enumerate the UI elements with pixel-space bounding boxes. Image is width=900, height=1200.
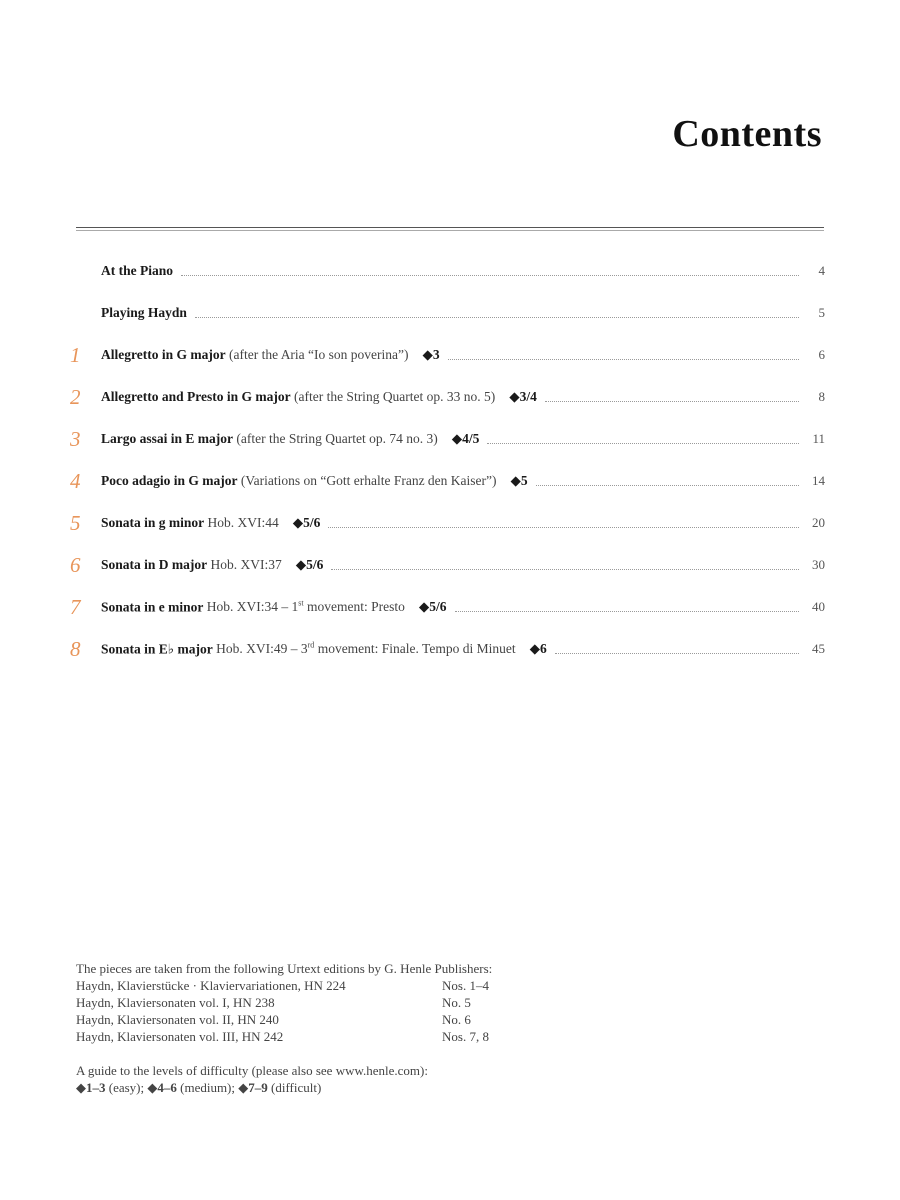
page-number: 11: [812, 431, 825, 446]
toc-number: 4: [70, 468, 81, 493]
title-divider: [76, 227, 824, 231]
difficulty-level: ◆5/6: [418, 599, 447, 615]
page-number: 5: [818, 305, 825, 320]
toc-title: Allegretto in G major: [101, 347, 226, 362]
leader-dots: [455, 611, 800, 612]
leader-dots: [545, 401, 799, 402]
toc-number: 8: [70, 636, 81, 661]
toc-title: Sonata in e minor: [101, 599, 204, 615]
toc-title: At the Piano: [101, 263, 173, 278]
level-label: (easy);: [105, 1080, 148, 1095]
difficulty-legend: [76, 1079, 492, 1096]
difficulty-level: ◆5/6: [295, 557, 324, 572]
page-title: Contents: [672, 113, 822, 155]
toc-title: Poco adagio in G major: [101, 473, 238, 488]
edition-row: [76, 977, 492, 994]
toc-entry[interactable]: [70, 334, 825, 376]
toc-note: (after the String Quartet op. 33 no. 5): [293, 389, 496, 404]
toc-title: Sonata in g minor: [101, 515, 205, 530]
leader-dots: [331, 569, 799, 570]
edition-title: Haydn, Klaviersonaten vol. I, HN 238: [76, 995, 275, 1010]
toc-note: (after the String Quartet op. 74 no. 3): [236, 431, 438, 446]
toc-entry[interactable]: [70, 544, 825, 586]
toc-number: 2: [70, 384, 81, 409]
edition-title: Haydn, Klaviersonaten vol. III, HN 242: [76, 1029, 284, 1044]
page-number: 4: [818, 263, 825, 278]
difficulty-level: ◆5: [510, 473, 528, 488]
leader-dots: [536, 485, 799, 486]
toc-entry[interactable]: [70, 292, 825, 334]
edition-numbers: Nos. 7, 8: [442, 1029, 489, 1044]
toc-title: Allegretto and Presto in G major: [101, 389, 291, 404]
page-number: 14: [812, 473, 825, 488]
toc-number: 1: [70, 342, 81, 367]
difficulty-level: ◆5/6: [292, 515, 321, 530]
toc-number: 6: [70, 552, 81, 577]
toc-entry[interactable]: [70, 460, 825, 502]
difficulty-level: ◆3: [422, 347, 440, 362]
page-number: 8: [818, 389, 825, 404]
toc-title: Sonata in E♭ major: [101, 641, 213, 657]
ordinal-suffix: st: [298, 598, 304, 608]
edition-title: Haydn, Klavierstücke · Klaviervariationen, HN 224: [76, 978, 346, 993]
level-label: (difficult): [267, 1080, 322, 1095]
toc-entry[interactable]: [70, 502, 825, 544]
table-of-contents: [70, 250, 825, 670]
toc-number: 3: [70, 426, 81, 451]
toc-note: Hob. XVI:34 – 1: [206, 599, 299, 615]
toc-entry[interactable]: [70, 376, 825, 418]
toc-title: Largo assai in E major: [101, 431, 234, 446]
difficulty-level: ◆4/5: [451, 431, 480, 446]
page-number: 45: [812, 641, 825, 656]
toc-note: Hob. XVI:37: [210, 557, 282, 572]
toc-note: Hob. XVI:49 – 3: [216, 641, 308, 657]
leader-dots: [195, 317, 799, 318]
edition-notes: [76, 960, 492, 1096]
level-range: ◆4–6: [147, 1080, 177, 1095]
difficulty-level: ◆6: [529, 641, 547, 657]
edition-numbers: No. 5: [442, 995, 471, 1010]
toc-title: Sonata in D major: [101, 557, 208, 572]
ordinal-suffix: rd: [307, 640, 315, 650]
toc-title: Playing Haydn: [101, 305, 187, 320]
toc-note: (Variations on “Gott erhalte Franz den Kaiser”): [240, 473, 497, 488]
page-number: 30: [812, 557, 825, 572]
page-number: 40: [812, 599, 825, 614]
difficulty-guide: A guide to the levels of difficulty (please also see www.henle.com):: [76, 1063, 428, 1078]
toc-note: Hob. XVI:44: [207, 515, 279, 530]
leader-dots: [555, 653, 799, 654]
toc-number: 7: [70, 594, 81, 619]
leader-dots: [181, 275, 799, 276]
toc-entry[interactable]: [70, 250, 825, 292]
edition-title: Haydn, Klaviersonaten vol. II, HN 240: [76, 1012, 279, 1027]
level-range: ◆7–9: [238, 1080, 268, 1095]
toc-note-tail: movement: Presto: [303, 599, 405, 615]
edition-row: [76, 994, 492, 1011]
toc-entry[interactable]: [70, 418, 825, 460]
toc-note: (after the Aria “Io son poverina”): [228, 347, 409, 362]
toc-note-tail: movement: Finale. Tempo di Minuet: [314, 641, 516, 657]
edition-numbers: Nos. 1–4: [442, 978, 489, 993]
page-number: 6: [818, 347, 825, 362]
level-label: (medium);: [176, 1080, 239, 1095]
leader-dots: [448, 359, 799, 360]
edition-numbers: No. 6: [442, 1012, 471, 1027]
page-number: 20: [812, 515, 825, 530]
toc-entry[interactable]: [70, 586, 825, 628]
level-range: ◆1–3: [76, 1080, 106, 1095]
difficulty-level: ◆3/4: [509, 389, 537, 404]
leader-dots: [487, 443, 799, 444]
edition-row: [76, 1028, 492, 1045]
toc-number: 5: [70, 510, 81, 535]
leader-dots: [328, 527, 799, 528]
editions-intro: The pieces are taken from the following Urtext editions by G. Henle Publishers:: [76, 961, 493, 976]
edition-row: [76, 1011, 492, 1028]
toc-entry[interactable]: [70, 628, 825, 670]
